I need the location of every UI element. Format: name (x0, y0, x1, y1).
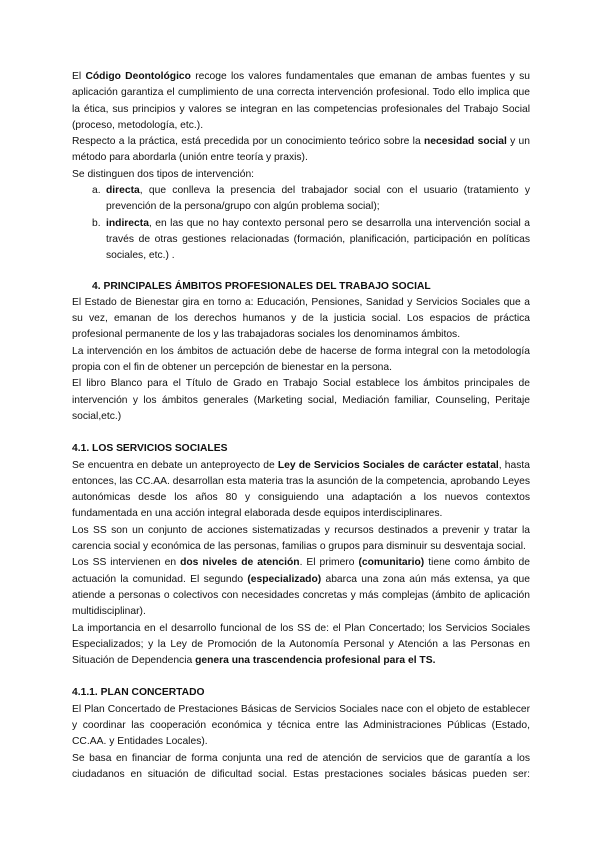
text: y un método para abordarla (unión entre teoría y praxis). (72, 136, 531, 164)
bold-term: Ley de Servicios Sociales de carácter estatal (277, 459, 499, 471)
section-heading-4: 4. PRINCIPALES ÁMBITOS PROFESIONALES DEL TRABAJO SOCIAL (92, 280, 431, 292)
bold-term: necesidad social (423, 136, 507, 148)
paragraph-ley-servicios-sociales (72, 458, 530, 523)
section-heading-4-1-1: 4.1.1. PLAN CONCERTADO (72, 687, 205, 699)
text: Respecto a la práctica, está precedida por un conocimiento teórico sobre la (72, 136, 424, 148)
list-marker: b. (92, 217, 101, 229)
text: abarca una zona aún más extensa, ya que atiende a personas o colectivos con necesidades concretas y más complejas (ámbito de aplicación multidisciplinar). (72, 573, 531, 618)
paragraph-practica (72, 134, 530, 167)
paragraph-financiacion: Se basa en financiar de forma conjunta una red de atención de servicios que de garantía a los ciudadanos en situación de dificultad social. Estas prestaciones sociales básicas pueden ser: (72, 752, 530, 780)
text: Los SS intervienen en (72, 557, 181, 569)
text: , hasta entonces, las CC.AA. desarrollan esta materia tras la asunción de la competencia, aprobando Leyes autonómicas desde los años 80 y consiguiendo una adaptación a los nuevos contextos fundamentada en una acción integral elaborada desde equipos interdisciplinares. (72, 459, 530, 520)
text: El (72, 71, 86, 82)
text: Se encuentra en debate un anteproyecto de (72, 459, 278, 471)
text: recoge los valores fundamentales que emanan de ambas fuentes y su aplicación garantiza el cumplimiento de una correcta intervención profesional. Todo ello implica que la ética, sus principios y valores se integran en las competencias profesionales del Trabajo Social (proceso, metodología, etc.). (72, 71, 530, 131)
text: tiene como ámbito de actuación la comunidad. El segundo (72, 557, 530, 585)
bold-term: directa (106, 185, 140, 197)
text: La importancia en el desarrollo funcional de los SS de: el Plan Concertado; los Servicios Sociales Especializados; y la Ley de Promoción de la Autonomía Personal y Atención a las Personas en Situación de Dependencia (72, 622, 530, 667)
bold-term: (comunitario) (358, 557, 425, 569)
list-item-directa (72, 183, 530, 216)
list-marker: a. (92, 185, 101, 197)
bold-term: indirecta (106, 217, 149, 229)
bold-term: Código Deontológico (85, 71, 191, 82)
section-heading-4-1: 4.1. LOS SERVICIOS SOCIALES (72, 443, 228, 455)
paragraph-estado-bienestar: El Estado de Bienestar gira en torno a: Educación, Pensiones, Sanidad y Servicios Sociales que a su vez, emanan de los derechos humanos y de la justicia social. Los espacios de práctica profesional permanente de los y las trabajadoras sociales los denominamos ámbitos. (72, 296, 530, 341)
document-body (72, 69, 530, 783)
paragraph-plan-concertado: El Plan Concertado de Prestaciones Básicas de Servicios Sociales nace con el objeto de establecer y coordinar las cooperación económica y técnica entre las Administraciones Públicas (Estado, CC.AA. y Entidades Locales). (72, 703, 530, 748)
bold-term: genera una trascendencia profesional para el TS. (195, 655, 436, 667)
paragraph-tipos-intervencion: Se distinguen dos tipos de intervención: (72, 168, 255, 180)
bold-term: (especializado) (247, 573, 322, 585)
paragraph-niveles-atencion (72, 555, 530, 620)
paragraph-libro-blanco: El libro Blanco para el Título de Grado en Trabajo Social establece los ámbitos principales de intervención y los ámbitos generales (Marketing social, Mediación familiar, Counseling, Peritaje social,etc.) (72, 378, 530, 422)
text: , en las que no hay contexto personal pero se desarrolla una intervención social a través de otras gestiones relacionadas (formación, planificación, participación en políticas sociales, etc.) . (106, 217, 530, 262)
text: , que conlleva la presencia del trabajador social con el usuario (tratamiento y prevención de la persona/grupo con algún problema social); (106, 185, 530, 213)
paragraph-importancia (72, 621, 530, 670)
paragraph-intervencion-ambitos: La intervención en los ámbitos de actuación debe de hacerse de forma integral con la metodología propia con el fin de obtener un percepción de bienestar en la persona. (72, 345, 530, 374)
list-item-indirecta (72, 216, 530, 265)
paragraph-codigo-deontologico (72, 69, 530, 134)
bold-term: dos niveles de atención (180, 557, 300, 569)
paragraph-ss-definicion: Los SS son un conjunto de acciones sistematizadas y recursos destinados a prevenir y tratar la carencia social y económica de las personas, familias o grupos para disminuir su desventaja social. (72, 524, 530, 553)
text: . El primero (299, 557, 359, 569)
